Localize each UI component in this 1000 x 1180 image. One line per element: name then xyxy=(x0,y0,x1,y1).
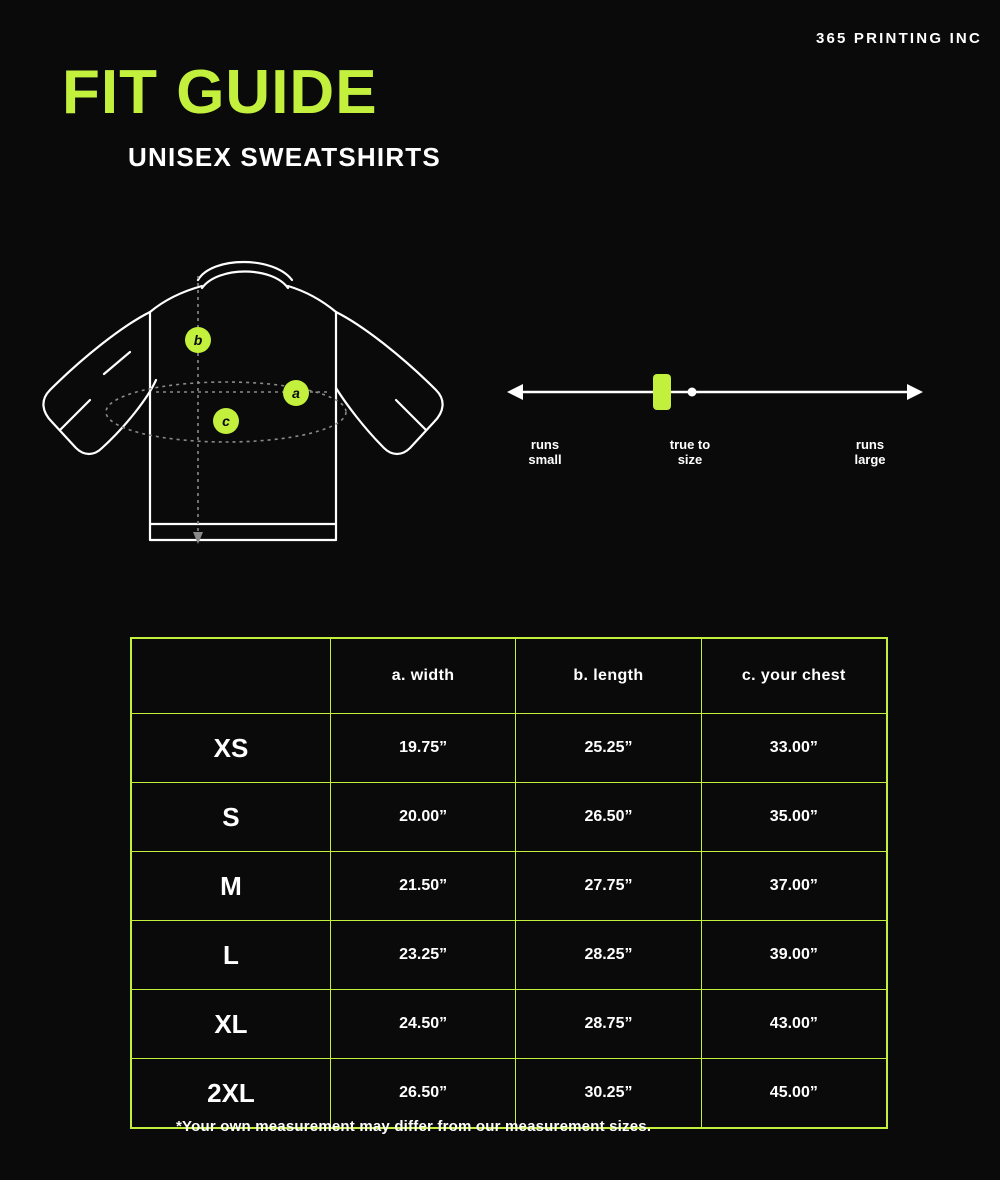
size-table-body xyxy=(131,714,887,1129)
header-length: b. length xyxy=(516,638,701,714)
table-row xyxy=(131,852,887,921)
cell-size: XS xyxy=(131,714,330,783)
cell-length: 25.25” xyxy=(516,714,701,783)
arrow-right xyxy=(907,384,923,400)
size-table-head xyxy=(131,638,887,714)
header-width: a. width xyxy=(330,638,515,714)
header-size xyxy=(131,638,330,714)
footnote: *Your own measurement may differ from our measurement sizes. xyxy=(176,1118,652,1135)
fit-scale-label-small: runs small xyxy=(528,437,562,467)
fit-scale xyxy=(505,360,925,480)
header-chest: c. your chest xyxy=(701,638,887,714)
page-subtitle: UNISEX SWEATSHIRTS xyxy=(128,142,441,172)
cell-chest: 37.00” xyxy=(701,852,887,921)
table-row xyxy=(131,783,887,852)
cell-chest: 45.00” xyxy=(701,1059,887,1129)
fit-marker xyxy=(653,374,671,410)
cell-length: 28.25” xyxy=(516,921,701,990)
cell-width: 20.00” xyxy=(330,783,515,852)
cell-length: 30.25” xyxy=(516,1059,701,1129)
arrow-left xyxy=(507,384,523,400)
fit-scale-label-large: runs large xyxy=(854,437,886,467)
brand-label: 365 PRINTING INC xyxy=(815,30,982,47)
cell-size: M xyxy=(131,852,330,921)
cell-chest: 39.00” xyxy=(701,921,887,990)
table-row xyxy=(131,921,887,990)
sweatshirt-illustration xyxy=(30,240,500,570)
cell-size: S xyxy=(131,783,330,852)
cell-length: 28.75” xyxy=(516,990,701,1059)
cell-width: 21.50” xyxy=(330,852,515,921)
table-row xyxy=(131,990,887,1059)
fit-dot xyxy=(688,388,697,397)
badge-a: a xyxy=(283,380,309,406)
cell-width: 26.50” xyxy=(330,1059,515,1129)
cell-length: 26.50” xyxy=(516,783,701,852)
cell-width: 23.25” xyxy=(330,921,515,990)
table-row xyxy=(131,714,887,783)
cell-chest: 43.00” xyxy=(701,990,887,1059)
sweatshirt-drawing xyxy=(30,240,500,570)
badge-b: b xyxy=(185,327,211,353)
page-title: FIT GUIDE xyxy=(62,58,378,127)
size-table xyxy=(130,637,888,1129)
cell-size: 2XL xyxy=(131,1059,330,1129)
cell-size: XL xyxy=(131,990,330,1059)
cell-chest: 35.00” xyxy=(701,783,887,852)
cell-chest: 33.00” xyxy=(701,714,887,783)
cell-width: 24.50” xyxy=(330,990,515,1059)
badge-c: c xyxy=(213,408,239,434)
fit-scale-label-true: true to size xyxy=(669,437,711,467)
fit-scale-axis xyxy=(505,360,925,430)
cell-length: 27.75” xyxy=(516,852,701,921)
table-header-row xyxy=(131,638,887,714)
cell-width: 19.75” xyxy=(330,714,515,783)
length-arrow-head xyxy=(193,532,203,544)
cell-size: L xyxy=(131,921,330,990)
